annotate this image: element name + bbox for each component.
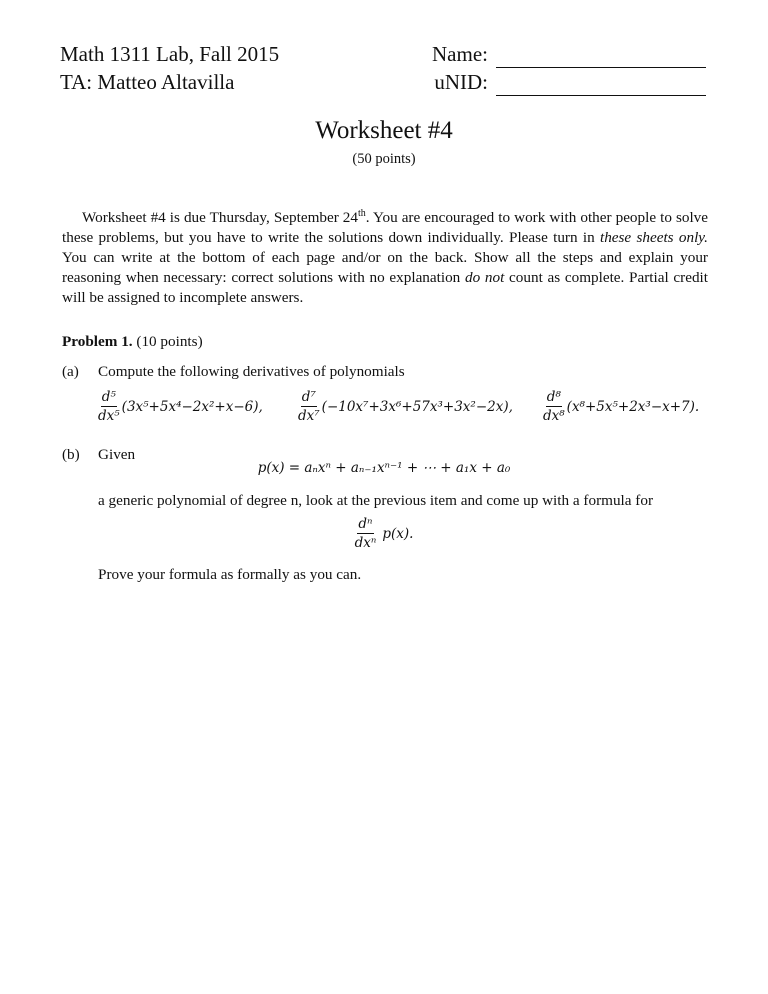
problem-1-points: (10 points) <box>136 333 203 350</box>
unid-blank-line[interactable] <box>496 75 706 96</box>
intro-paragraph <box>62 204 708 308</box>
item-a-label: (a) <box>62 363 79 380</box>
intro-superscript: th <box>358 208 366 219</box>
prove-instruction: Prove your formula as formally as you can. <box>98 566 362 583</box>
ta-name: TA: Matteo Altavilla <box>60 70 235 94</box>
nth-denominator: dxⁿ <box>354 535 377 551</box>
intro-text-1: Worksheet #4 is due Thursday, September 24 <box>82 209 358 227</box>
name-blank-line[interactable] <box>496 47 706 68</box>
derivative-2 <box>298 389 513 424</box>
item-b-text: Given <box>98 446 136 463</box>
derivative-3 <box>543 389 699 424</box>
intro-text-3: You can write at the bottom of each page and/or on the back. Show all the steps and explain your reasoning when necessary: correct solutions with no explanation <box>62 249 708 287</box>
derivative-2-expression: (−10x⁷+3x⁶+57x³+3x²−2x), <box>321 398 513 415</box>
worksheet-title: Worksheet #4 <box>315 117 453 144</box>
problem-1-label: Problem 1. <box>62 333 133 350</box>
derivative-2-denominator: dx⁷ <box>298 408 320 424</box>
nth-numerator: dⁿ <box>358 516 373 532</box>
derivative-3-operator <box>543 389 565 424</box>
derivative-1-expression: (3x⁵+5x⁴−2x²+x−6), <box>121 398 263 415</box>
worksheet-points: (50 points) <box>352 151 416 167</box>
course-info <box>60 40 279 96</box>
name-label: Name: <box>432 42 488 66</box>
problem-1-heading <box>62 333 203 351</box>
nth-expression: p(x). <box>382 525 414 542</box>
header <box>60 40 706 100</box>
derivative-2-operator <box>298 389 320 424</box>
derivative-1-operator <box>98 389 120 424</box>
intro-text-4: count as complete. Partial credit will be assigned to incomplete answers. <box>62 269 708 307</box>
name-field[interactable] <box>432 40 706 68</box>
nth-derivative-formula <box>0 516 768 551</box>
derivative-3-expression: (x⁸+5x⁵+2x³−x+7). <box>566 398 700 415</box>
derivative-1 <box>98 389 263 424</box>
derivative-3-denominator: dx⁸ <box>543 408 565 424</box>
derivative-1-denominator: dx⁵ <box>98 408 120 424</box>
student-fields <box>432 40 706 96</box>
unid-label: uNID: <box>434 70 488 94</box>
derivative-2-numerator: d⁷ <box>301 389 316 405</box>
item-b-instruction: a generic polynomial of degree n, look at the previous item and come up with a formula for <box>98 492 654 509</box>
nth-derivative-operator <box>355 516 377 551</box>
item-b-label: (b) <box>62 446 80 463</box>
intro-emphasis-2: do not <box>465 269 505 287</box>
intro-text-2: . You are encouraged to work with other people to solve these problems, but you have to write the solutions down individually. Please turn in <box>62 209 708 247</box>
unid-field[interactable] <box>432 68 706 96</box>
derivative-1-numerator: d⁵ <box>101 389 116 405</box>
generic-polynomial: p(x) = aₙxⁿ + aₙ₋₁xⁿ⁻¹ + ⋯ + a₁x + a₀ <box>257 460 511 476</box>
item-a-text: Compute the following derivatives of polynomials <box>98 363 405 380</box>
derivative-3-numerator: d⁸ <box>546 389 561 405</box>
intro-emphasis-1: these sheets only. <box>599 229 708 247</box>
course-title: Math 1311 Lab, Fall 2015 <box>60 42 280 66</box>
